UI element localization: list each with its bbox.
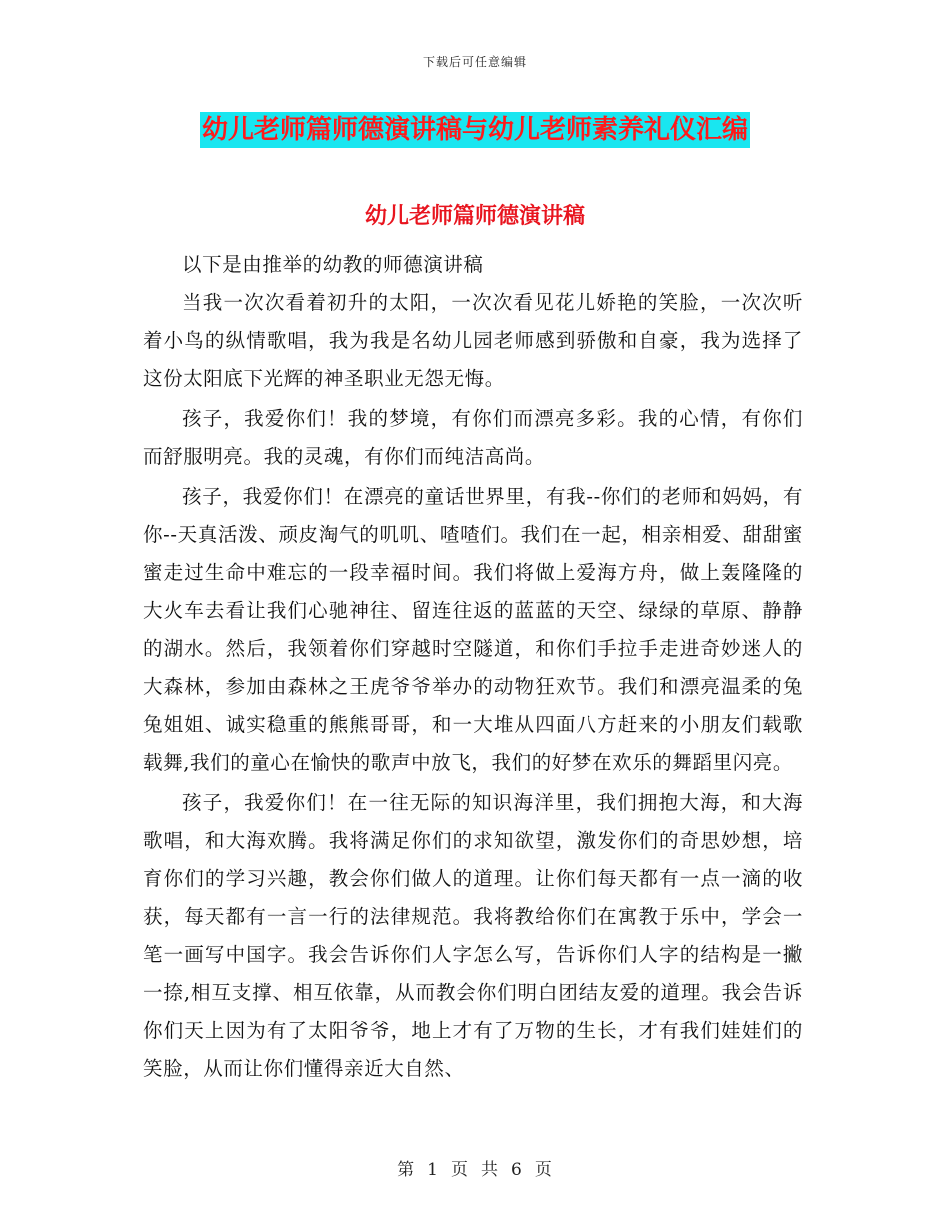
body-text: [143, 246, 803, 1088]
paragraph: 孩子，我爱你们！在漂亮的童话世界里，有我--你们的老师和妈妈，有你--天真活泼、顽皮淘气的叽叽、喳喳们。我们在一起，相亲相爱、甜甜蜜蜜走过生命中难忘的一段幸福时间。我们将做上爱海方舟，做上轰隆隆的大火车去看让我们心驰神往、留连往返的蓝蓝的天空、绿绿的草原、静静的湖水。然后，我领着你们穿越时空隧道，和你们手拉手走进奇妙迷人的大森林，参加由森林之王虎爷爷举办的动物狂欢节。我们和漂亮温柔的兔兔姐姐、诚实稳重的熊熊哥哥，和一大堆从四面八方赶来的小朋友们载歌载舞,我们的童心在愉快的歌声中放飞，我们的好梦在欢乐的舞蹈里闪亮。: [143, 485, 803, 774]
paragraph: 以下是由推举的幼教的师德演讲稿: [182, 253, 484, 276]
total-pages: 6: [511, 1160, 523, 1180]
paragraph: 孩子，我爱你们！我的梦境，有你们而漂亮多彩。我的心情，有你们而舒服明亮。我的灵魂，有你们而纯洁高尚。: [143, 407, 803, 468]
footer-label-gong: 共: [481, 1160, 499, 1180]
page-number: 1: [427, 1160, 439, 1180]
paragraph: 孩子，我爱你们！在一往无际的知识海洋里，我们拥抱大海，和大海歌唱，和大海欢腾。我将满足你们的求知欲望，激发你们的奇思妙想，培育你们的学习兴趣，教会你们做人的道理。让你们每天都有一点一滴的收获，每天都有一言一行的法律规范。我将教给你们在寓教于乐中，学会一笔一画写中国字。我会告诉你们人字怎么写，告诉你们人字的结构是一撇一捺,相互支撑、相互依靠，从而教会你们明白团结友爱的道理。我会告诉你们天上因为有了太阳爷爷，地上才有了万物的生长，才有我们娃娃们的笑脸，从而让你们懂得亲近大自然、: [143, 791, 803, 1080]
section-title: 幼儿老师篇师德演讲稿: [364, 204, 585, 229]
footer-label-ye-2: 页: [534, 1160, 553, 1180]
main-title-container: [0, 112, 950, 148]
footer-label-ye: 页: [451, 1160, 469, 1180]
header-note: 下载后可任意编辑: [422, 55, 527, 69]
footer-label-di: 第: [397, 1160, 416, 1180]
page-footer: [0, 1155, 950, 1180]
main-title: 幼儿老师篇师德演讲稿与幼儿老师素养礼仪汇编: [200, 112, 750, 148]
paragraph: 当我一次次看着初升的太阳，一次次看见花儿娇艳的笑脸，一次次听着小鸟的纵情歌唱，我为我是名幼儿园老师感到骄傲和自豪，我为选择了这份太阳底下光辉的神圣职业无怨无悔。: [143, 291, 803, 390]
